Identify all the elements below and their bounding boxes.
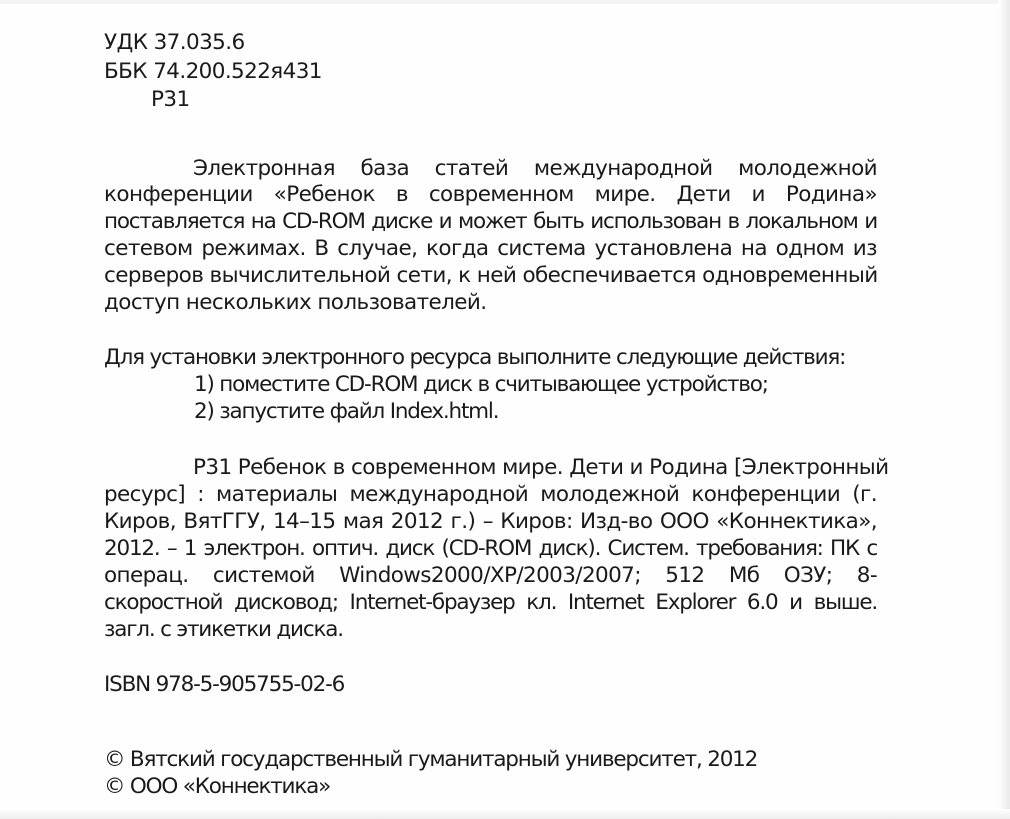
author-mark: Р31 <box>151 87 190 112</box>
description-line: сетевом режимах. В случае, когда система установлена на одном из <box>104 236 877 261</box>
install-step-1: 1) поместите CD-ROM диск в считывающее устройство; <box>194 372 768 397</box>
copyright-university: © Вятский государственный гуманитарный университет, 2012 <box>104 747 758 772</box>
description-line: конференции «Ребенок в современном мире. Дети и Родина» <box>104 182 877 207</box>
bbk-code: ББК 74.200.522я431 <box>104 59 322 84</box>
description-line: серверов вычислительной сети, к ней обеспечивается одновременный <box>104 263 878 288</box>
record-line: 2012. – 1 электрон. оптич. диск (CD-ROM диск). Систем. требования: ПК с <box>104 536 877 561</box>
record-line: Р31 Ребенок в современном мире. Дети и Родина [Электронный <box>193 455 889 480</box>
description-line: поставляется на CD-ROM диске и может быть использован в локальном и <box>104 209 877 234</box>
copyright-publisher: © ООО «Коннектика» <box>104 774 331 799</box>
isbn: ISBN 978-5-905755-02-6 <box>104 672 345 697</box>
scan-edge-right <box>998 0 1010 819</box>
record-line: операц. системой Windows2000/XP/2003/2007; 512 Мб ОЗУ; 8- <box>104 563 877 588</box>
record-line: ресурс] : материалы международной молодежной конференции (г. <box>104 482 877 507</box>
description-line: Электронная база статей международной молодежной <box>193 156 877 181</box>
scan-edge-top <box>0 0 1010 4</box>
install-step-2: 2) запустите файл Index.html. <box>194 399 499 424</box>
install-intro: Для установки электронного ресурса выполните следующие действия: <box>104 345 846 370</box>
scan-edge-bottom <box>0 809 1010 819</box>
udk-code: УДК 37.035.6 <box>104 30 245 55</box>
record-line: Киров, ВятГГУ, 14–15 мая 2012 г.) – Киров: Изд-во ООО «Коннектика», <box>104 509 877 534</box>
description-line: доступ нескольких пользователей. <box>104 290 487 315</box>
record-line: загл. с этикетки диска. <box>104 617 343 642</box>
record-line: скоростной дисковод; Internet-браузер кл. Internet Explorer 6.0 и выше. <box>104 590 877 615</box>
